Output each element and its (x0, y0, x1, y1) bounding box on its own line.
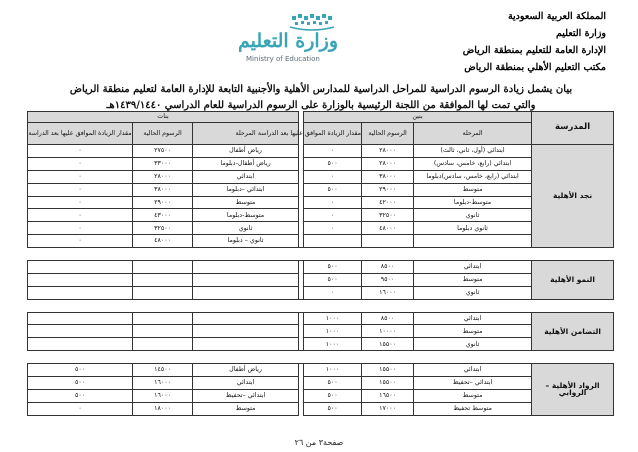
boys-stage-cell: ابتدائي (414, 364, 532, 377)
girls-current-fee-cell: ٣٣٠٠٠ (133, 157, 193, 170)
girls-stage-cell: رياض أطفال (193, 145, 299, 158)
girls-stage-cell: ثانوي – دبلوما (193, 235, 299, 248)
boys-current-fee-cell: ٤٨٠٠٠ (362, 222, 414, 235)
org-line: الإدارة العامة للتعليم بمنطقة الرياض (462, 45, 606, 56)
girls-stage-cell: ابتدائي (193, 377, 299, 390)
girls-stage-cell: ابتدائي –دبلوما (193, 183, 299, 196)
boys-stage-cell: ثانوي (414, 338, 532, 351)
gap-cell (299, 312, 304, 325)
table-row (28, 389, 614, 402)
document-title (40, 82, 602, 114)
girls-stage-cell: متوسط (193, 196, 299, 209)
table-row (28, 145, 614, 158)
boys-stage-cell: متوسط (414, 273, 532, 286)
gap-cell (299, 389, 304, 402)
school-name-cell: النمو الأهلية (532, 261, 614, 300)
gap-cell (299, 261, 304, 274)
girls-stage-cell (193, 338, 299, 351)
boys-increase-cell: ٥٠٠ (304, 157, 362, 170)
boys-current-fee-cell: ١٥٥٠٠ (362, 364, 414, 377)
separator-cell (28, 248, 614, 261)
girls-increase-cell: ٥٠٠ (28, 364, 133, 377)
fees-table (27, 111, 614, 416)
boys-increase-cell: ٥٠٠ (304, 377, 362, 390)
boys-stage-cell: ابتدائي –تحفيظ (414, 377, 532, 390)
table-row (28, 261, 614, 274)
header-stage-boys: المرحلة (414, 123, 532, 145)
school-name-cell: الرواد الأهلية –الروابي (532, 364, 614, 416)
boys-stage-cell: ثانوي (414, 286, 532, 299)
girls-increase-cell (28, 261, 133, 274)
table-row (28, 338, 614, 351)
header-current-fees-girls: الرسوم الحالية (133, 123, 193, 145)
girls-current-fee-cell: ٤٨٠٠٠ (133, 235, 193, 248)
boys-current-fee-cell: ١٦٥٠٠ (362, 389, 414, 402)
boys-current-fee-cell: ١٦٠٠٠ (362, 286, 414, 299)
separator-cell (28, 299, 614, 312)
boys-increase-cell (304, 235, 362, 248)
title-line-1: بيان يشمل زيادة الرسوم الدراسية للمراحل الدراسية للمدارس الأهلية والأجنبية التابعة للإدارة العامة لتعليم منطقة الرياض (69, 84, 573, 95)
girls-current-fee-cell (133, 286, 193, 299)
boys-stage-cell (414, 235, 532, 248)
logo-english-text: Ministry of Education (246, 55, 320, 63)
boys-increase-cell: ٠ (304, 286, 362, 299)
logo-mark-icon (288, 14, 336, 30)
group-separator (28, 248, 614, 261)
boys-current-fee-cell: ٢٩٠٠٠ (362, 183, 414, 196)
boys-stage-cell: متوسط (414, 389, 532, 402)
gap-cell (299, 377, 304, 390)
boys-stage-cell: ثانوي دبلوما (414, 222, 532, 235)
girls-increase-cell (28, 312, 133, 325)
boys-current-fee-cell: ١٥٥٠٠ (362, 338, 414, 351)
boys-current-fee-cell: ٤٢٠٠٠ (362, 196, 414, 209)
girls-current-fee-cell: ١٦٠٠٠ (133, 389, 193, 402)
table-row (28, 196, 614, 209)
gap-cell (299, 364, 304, 377)
boys-current-fee-cell: ٨٥٠٠ (362, 312, 414, 325)
girls-current-fee-cell (133, 312, 193, 325)
boys-increase-cell: ١٠٠٠ (304, 364, 362, 377)
boys-increase-cell: ٥٠٠ (304, 402, 362, 415)
fees-table-body (28, 145, 614, 416)
org-line: مكتب التعليم الأهلي بمنطقة الرياض (464, 62, 606, 73)
boys-stage-cell: متوسط-دبلوما (414, 196, 532, 209)
girls-current-fee-cell: ٢٧٥٠٠ (133, 145, 193, 158)
header-group-row (28, 112, 614, 123)
girls-increase-cell (28, 273, 133, 286)
boys-current-fee-cell: ٨٥٠٠ (362, 261, 414, 274)
gap-cell (299, 402, 304, 415)
table-row (28, 286, 614, 299)
girls-increase-cell: ٥٠٠ (28, 389, 133, 402)
boys-current-fee-cell: ٢٨٠٠٠ (362, 145, 414, 158)
girls-increase-cell: ٥٠٠ (28, 377, 133, 390)
table-row (28, 235, 614, 248)
header-increase-boys: مقدار الزيادة الموافق عليها بعد الدراسة (304, 123, 362, 145)
boys-current-fee-cell: ٢٨٠٠٠ (362, 157, 414, 170)
table-row (28, 209, 614, 222)
table-row (28, 170, 614, 183)
table-row (28, 402, 614, 415)
girls-current-fee-cell: ١٨٠٠٠ (133, 402, 193, 415)
boys-stage-cell: متوسط (414, 325, 532, 338)
boys-increase-cell: ٥٠٠ (304, 183, 362, 196)
girls-current-fee-cell (133, 273, 193, 286)
boys-stage-cell: ابتدائي (رابع، خامس، سادس)دبلوما (414, 170, 532, 183)
gap-cell (299, 235, 304, 248)
boys-current-fee-cell: ١٠٠٠٠ (362, 325, 414, 338)
boys-stage-cell: ابتدائي (أول، ثاني، ثالث) (414, 145, 532, 158)
boys-increase-cell: ١٠٠٠ (304, 325, 362, 338)
boys-stage-cell: ابتدائي (رابع، خامس، سادس) (414, 157, 532, 170)
table-row (28, 183, 614, 196)
boys-current-fee-cell: ٣٨٠٠٠ (362, 170, 414, 183)
girls-increase-cell: ٠ (28, 222, 133, 235)
boys-increase-cell: ٠ (304, 196, 362, 209)
boys-current-fee-cell: ١٧٠٠٠ (362, 402, 414, 415)
header-sub-row (28, 123, 614, 145)
org-line: وزارة التعليم (555, 28, 606, 39)
girls-current-fee-cell (133, 338, 193, 351)
title-line-2: والتي تمت لها الموافقة من اللجنة الرئيسية بالوزارة على الرسوم الدراسية للعام الدراسي ١٤٣٩/١٤٤٠هـ (106, 100, 536, 111)
girls-increase-cell: ٠ (28, 145, 133, 158)
boys-stage-cell: ابتدائي (414, 312, 532, 325)
girls-current-fee-cell: ٣٨٠٠٠ (133, 183, 193, 196)
gap-cell (299, 338, 304, 351)
girls-increase-cell: ٠ (28, 402, 133, 415)
boys-current-fee-cell (362, 235, 414, 248)
gap-cell (299, 273, 304, 286)
group-separator (28, 351, 614, 364)
girls-stage-cell (193, 273, 299, 286)
girls-stage-cell (193, 325, 299, 338)
boys-stage-cell: متوسط تحفيظ (414, 402, 532, 415)
header-stage-girls: المرحلة (193, 123, 299, 145)
girls-stage-cell: ابتدائي (193, 170, 299, 183)
girls-stage-cell (193, 261, 299, 274)
table-row (28, 325, 614, 338)
boys-increase-cell: ١٠٠٠ (304, 312, 362, 325)
girls-current-fee-cell (133, 261, 193, 274)
boys-stage-cell: ابتدائي (414, 261, 532, 274)
girls-current-fee-cell: ١٦٠٠٠ (133, 377, 193, 390)
table-row (28, 222, 614, 235)
gap-cell (299, 183, 304, 196)
girls-current-fee-cell (133, 325, 193, 338)
girls-stage-cell: ثانوي (193, 222, 299, 235)
gap-cell (299, 325, 304, 338)
table-row (28, 157, 614, 170)
boys-stage-cell: ثانوي (414, 209, 532, 222)
girls-stage-cell (193, 312, 299, 325)
girls-increase-cell (28, 286, 133, 299)
logo-arabic-text: وزارة التعليم (238, 30, 339, 52)
boys-increase-cell: ٥٠٠ (304, 261, 362, 274)
table-row (28, 377, 614, 390)
girls-stage-cell: رياض أطفال-دبلوما (193, 157, 299, 170)
boys-increase-cell: ٠ (304, 145, 362, 158)
group-separator (28, 299, 614, 312)
page-number: صفحة٣ من ٢٦ (294, 438, 344, 447)
girls-increase-cell: ٠ (28, 157, 133, 170)
boys-increase-cell: ٠ (304, 170, 362, 183)
girls-stage-cell: ابتدائي –تحفيظ (193, 389, 299, 402)
organization-header (436, 8, 606, 76)
table-row (28, 312, 614, 325)
girls-increase-cell: ٠ (28, 196, 133, 209)
boys-stage-cell: متوسط (414, 183, 532, 196)
school-name-cell: التضامن الأهلية (532, 312, 614, 351)
girls-stage-cell: رياض أطفال (193, 364, 299, 377)
separator-cell (28, 351, 614, 364)
ministry-logo (232, 14, 392, 66)
header-increase-girls: مقدار الزيادة الموافق عليها بعد الدراسة (28, 123, 133, 145)
girls-current-fee-cell: ١٤٥٠٠ (133, 364, 193, 377)
girls-current-fee-cell: ٣٢٥٠٠ (133, 222, 193, 235)
girls-current-fee-cell: ٢٨٠٠٠ (133, 170, 193, 183)
girls-increase-cell: ٠ (28, 183, 133, 196)
table-row (28, 273, 614, 286)
girls-stage-cell: متوسط (193, 402, 299, 415)
girls-increase-cell: ٠ (28, 235, 133, 248)
gap-cell (299, 145, 304, 158)
girls-increase-cell (28, 338, 133, 351)
boys-current-fee-cell: ٩٥٠٠ (362, 273, 414, 286)
girls-stage-cell (193, 286, 299, 299)
boys-current-fee-cell: ٣٢٥٠٠ (362, 209, 414, 222)
gap-cell (299, 196, 304, 209)
boys-increase-cell: ٥٠٠ (304, 273, 362, 286)
school-name-cell: نجد الأهلية (532, 145, 614, 248)
header-current-fees-boys: الرسوم الحالية (362, 123, 414, 145)
gap-cell (299, 286, 304, 299)
girls-increase-cell: ٠ (28, 209, 133, 222)
girls-current-fee-cell: ٤٣٠٠٠ (133, 209, 193, 222)
gap-cell (299, 209, 304, 222)
girls-current-fee-cell: ٢٩٠٠٠ (133, 196, 193, 209)
girls-increase-cell: ٠ (28, 170, 133, 183)
boys-increase-cell: ٥٠٠ (304, 389, 362, 402)
gap-cell (299, 157, 304, 170)
boys-current-fee-cell: ١٥٥٠٠ (362, 377, 414, 390)
header-girls: بنات (28, 112, 299, 123)
gap-cell (299, 170, 304, 183)
girls-increase-cell (28, 325, 133, 338)
boys-increase-cell: ١٠٠٠ (304, 338, 362, 351)
boys-increase-cell: ٠ (304, 209, 362, 222)
girls-stage-cell: متوسط-دبلوما (193, 209, 299, 222)
header-boys: بنين (304, 112, 532, 123)
org-line: المملكة العربية السعودية (507, 11, 606, 22)
gap-cell (299, 222, 304, 235)
boys-increase-cell: ٠ (304, 222, 362, 235)
table-row (28, 364, 614, 377)
header-school: المدرسة (532, 112, 614, 145)
